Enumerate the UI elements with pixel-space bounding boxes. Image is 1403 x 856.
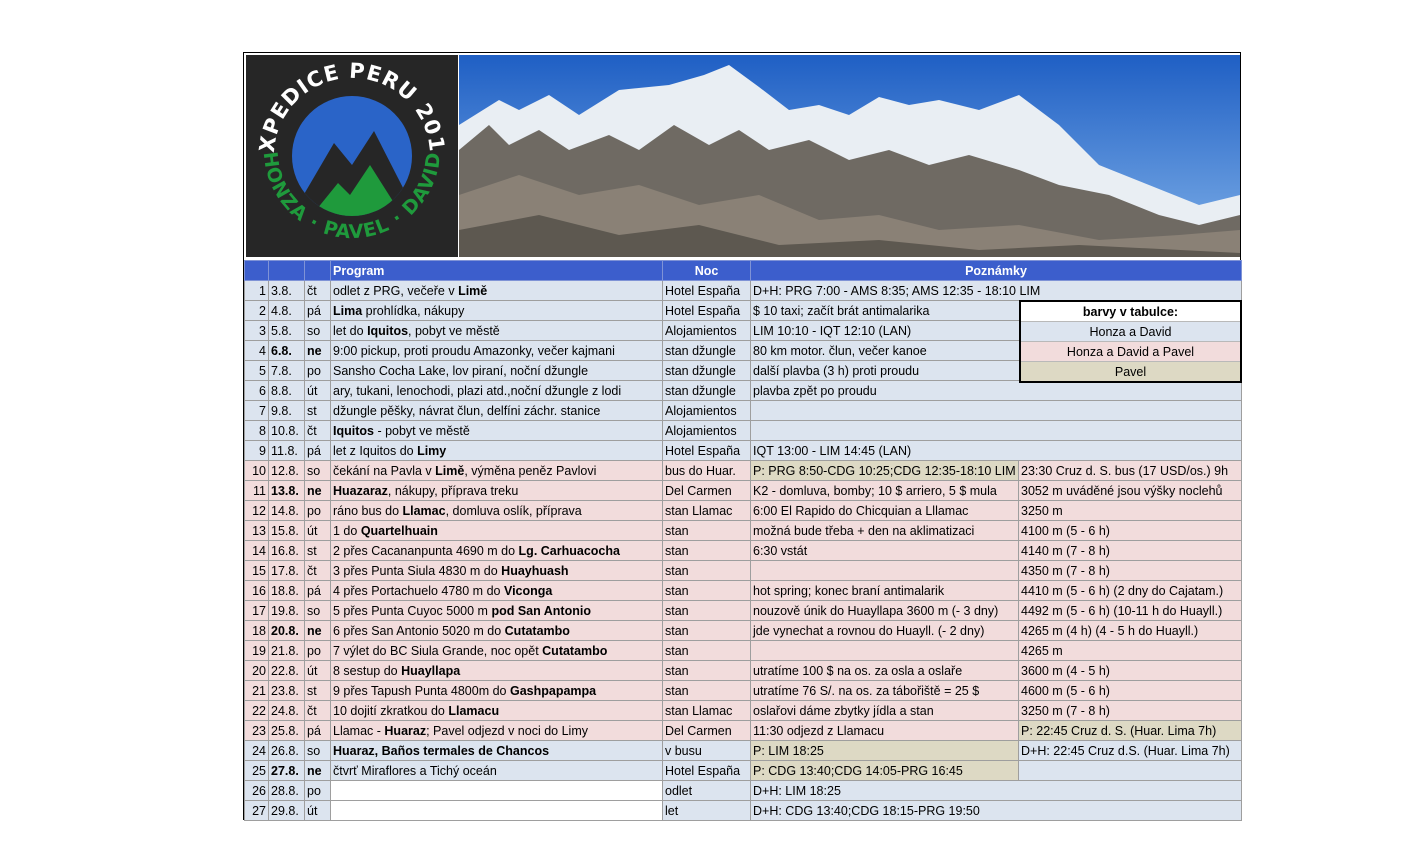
row-program: Lima prohlídka, nákupy: [331, 301, 663, 321]
row-date: 5.8.: [269, 321, 305, 341]
row-date: 13.8.: [269, 481, 305, 501]
row-noc: stan: [663, 581, 751, 601]
row-program: 8 sestup do Huayllapa: [331, 661, 663, 681]
row-noc: Hotel España: [663, 441, 751, 461]
row-number: 14: [245, 541, 269, 561]
row-poznamky-2: 4265 m: [1019, 641, 1242, 661]
row-number: 8: [245, 421, 269, 441]
row-poznamky: IQT 13:00 - LIM 14:45 (LAN): [751, 441, 1242, 461]
table-row: [245, 461, 1242, 481]
row-noc: stan: [663, 561, 751, 581]
row-noc: Del Carmen: [663, 721, 751, 741]
schedule-sheet: [243, 52, 1241, 820]
table-row: [245, 801, 1242, 821]
row-day: út: [305, 521, 331, 541]
row-number: 13: [245, 521, 269, 541]
row-noc: stan: [663, 521, 751, 541]
row-number: 26: [245, 781, 269, 801]
row-day: pá: [305, 581, 331, 601]
row-program: 2 přes Cacananpunta 4690 m do Lg. Carhuacocha: [331, 541, 663, 561]
row-program: Sansho Cocha Lake, lov piraní, noční džungle: [331, 361, 663, 381]
table-row: [245, 641, 1242, 661]
row-program: džungle pěšky, návrat člun, delfíni záchr. stanice: [331, 401, 663, 421]
table-header: [245, 261, 1242, 281]
row-noc: Del Carmen: [663, 481, 751, 501]
row-program: 7 výlet do BC Siula Grande, noc opět Cutatambo: [331, 641, 663, 661]
row-noc: Hotel España: [663, 301, 751, 321]
table-row: [245, 781, 1242, 801]
row-program: 9:00 pickup, proti proudu Amazonky, večer kajmani: [331, 341, 663, 361]
row-poznamky: 80 km motor. člun, večer kanoe: [751, 341, 1242, 361]
row-poznamky-2: 3250 m: [1019, 501, 1242, 521]
row-date: 25.8.: [269, 721, 305, 741]
table-row: [245, 381, 1242, 401]
row-date: 11.8.: [269, 441, 305, 461]
row-day: čt: [305, 421, 331, 441]
row-poznamky: [751, 421, 1242, 441]
row-day: so: [305, 741, 331, 761]
row-poznamky: P: PRG 8:50-CDG 10:25;CDG 12:35-18:10 LIM: [751, 461, 1019, 481]
row-poznamky-2: D+H: 22:45 Cruz d.S. (Huar. Lima 7h): [1019, 741, 1242, 761]
table-row: [245, 281, 1242, 301]
row-noc: Hotel España: [663, 761, 751, 781]
row-date: 22.8.: [269, 661, 305, 681]
row-program: 6 přes San Antonio 5020 m do Cutatambo: [331, 621, 663, 641]
table-row: [245, 721, 1242, 741]
table-row: [245, 581, 1242, 601]
header-num: [245, 261, 269, 281]
row-program: Llamac - Huaraz; Pavel odjezd v noci do Limy: [331, 721, 663, 741]
row-number: 16: [245, 581, 269, 601]
table-row: [245, 681, 1242, 701]
row-poznamky: jde vynechat a rovnou do Huayll. (- 2 dny): [751, 621, 1019, 641]
row-poznamky: oslařovi dáme zbytky jídla a stan: [751, 701, 1019, 721]
row-date: 26.8.: [269, 741, 305, 761]
header-noc: Noc: [663, 261, 751, 281]
row-poznamky: [751, 561, 1019, 581]
row-number: 24: [245, 741, 269, 761]
table-row: [245, 401, 1242, 421]
row-poznamky-2: 4265 m (4 h) (4 - 5 h do Huayll.): [1019, 621, 1242, 641]
row-number: 20: [245, 661, 269, 681]
row-poznamky-2: 3250 m (7 - 8 h): [1019, 701, 1242, 721]
header-poznamky: Poznámky: [751, 261, 1242, 281]
row-date: 14.8.: [269, 501, 305, 521]
table-row: [245, 441, 1242, 461]
row-poznamky: K2 - domluva, bomby; 10 $ arriero, 5 $ mula: [751, 481, 1019, 501]
row-poznamky-2: P: 22:45 Cruz d. S. (Huar. Lima 7h): [1019, 721, 1242, 741]
row-program: odlet z PRG, večeře v Limě: [331, 281, 663, 301]
row-poznamky: 11:30 odjezd z Llamacu: [751, 721, 1019, 741]
row-noc: stan: [663, 641, 751, 661]
row-number: 27: [245, 801, 269, 821]
row-noc: bus do Huar.: [663, 461, 751, 481]
row-noc: stan Llamac: [663, 501, 751, 521]
row-program: čekání na Pavla v Limě, výměna peněz Pavlovi: [331, 461, 663, 481]
row-number: 10: [245, 461, 269, 481]
row-day: čt: [305, 281, 331, 301]
row-date: 21.8.: [269, 641, 305, 661]
row-number: 21: [245, 681, 269, 701]
row-poznamky: D+H: CDG 13:40;CDG 18:15-PRG 19:50: [751, 801, 1242, 821]
legend-title: barvy v tabulce:: [1020, 301, 1241, 322]
row-poznamky: P: CDG 13:40;CDG 14:05-PRG 16:45: [751, 761, 1019, 781]
row-poznamky: hot spring; konec braní antimalarik: [751, 581, 1019, 601]
row-poznamky: 6:00 El Rapido do Chicquian a Lllamac: [751, 501, 1019, 521]
row-day: út: [305, 381, 331, 401]
row-date: 15.8.: [269, 521, 305, 541]
table-row: [245, 481, 1242, 501]
row-day: st: [305, 401, 331, 421]
color-legend: [1019, 300, 1242, 383]
header-program: Program: [331, 261, 663, 281]
row-day: so: [305, 321, 331, 341]
row-date: 4.8.: [269, 301, 305, 321]
row-date: 20.8.: [269, 621, 305, 641]
row-noc: stan džungle: [663, 381, 751, 401]
row-program: 5 přes Punta Cuyoc 5000 m pod San Antonio: [331, 601, 663, 621]
table-row: [245, 761, 1242, 781]
row-number: 19: [245, 641, 269, 661]
row-poznamky: utratíme 76 S/. na os. za tábořiště = 25 $: [751, 681, 1019, 701]
row-number: 17: [245, 601, 269, 621]
row-day: po: [305, 501, 331, 521]
table-row: [245, 601, 1242, 621]
row-day: so: [305, 601, 331, 621]
row-program: [331, 801, 663, 821]
row-date: 7.8.: [269, 361, 305, 381]
row-date: 16.8.: [269, 541, 305, 561]
row-noc: v busu: [663, 741, 751, 761]
row-poznamky: plavba zpět po proudu: [751, 381, 1242, 401]
row-day: ne: [305, 481, 331, 501]
row-poznamky: 6:30 vstát: [751, 541, 1019, 561]
row-date: 10.8.: [269, 421, 305, 441]
row-noc: stan džungle: [663, 361, 751, 381]
table-row: [245, 741, 1242, 761]
row-date: 29.8.: [269, 801, 305, 821]
table-row: [245, 541, 1242, 561]
row-program: 10 dojití zkratkou do Llamacu: [331, 701, 663, 721]
row-poznamky: D+H: PRG 7:00 - AMS 8:35; AMS 12:35 - 18:10 LIM: [751, 281, 1242, 301]
logo-names: HONZA · PAVEL · DAVID: [258, 150, 446, 244]
row-poznamky-2: 4600 m (5 - 6 h): [1019, 681, 1242, 701]
row-number: 4: [245, 341, 269, 361]
row-poznamky: utratíme 100 $ na os. za osla a oslaře: [751, 661, 1019, 681]
row-number: 25: [245, 761, 269, 781]
row-date: 6.8.: [269, 341, 305, 361]
row-day: út: [305, 801, 331, 821]
row-program: let z Iquitos do Limy: [331, 441, 663, 461]
row-number: 5: [245, 361, 269, 381]
row-poznamky-2: 23:30 Cruz d. S. bus (17 USD/os.) 9h: [1019, 461, 1242, 481]
row-poznamky: D+H: LIM 18:25: [751, 781, 1242, 801]
table-row: [245, 701, 1242, 721]
row-poznamky: P: LIM 18:25: [751, 741, 1019, 761]
table-row: [245, 621, 1242, 641]
row-number: 12: [245, 501, 269, 521]
row-day: čt: [305, 701, 331, 721]
row-poznamky: LIM 10:10 - IQT 12:10 (LAN): [751, 321, 1242, 341]
row-poznamky: [751, 641, 1019, 661]
row-poznamky-2: 3600 m (4 - 5 h): [1019, 661, 1242, 681]
row-poznamky-2: [1019, 761, 1242, 781]
row-noc: let: [663, 801, 751, 821]
row-number: 7: [245, 401, 269, 421]
row-day: út: [305, 661, 331, 681]
row-program: ráno bus do Llamac, domluva oslík, příprava: [331, 501, 663, 521]
row-noc: stan: [663, 621, 751, 641]
row-poznamky: [751, 401, 1242, 421]
row-day: pá: [305, 441, 331, 461]
row-day: ne: [305, 761, 331, 781]
row-date: 28.8.: [269, 781, 305, 801]
row-program: 1 do Quartelhuain: [331, 521, 663, 541]
row-program: 9 přes Tapush Punta 4800m do Gashpapampa: [331, 681, 663, 701]
legend-item-honza-david-pavel: Honza a David a Pavel: [1020, 342, 1241, 362]
row-number: 1: [245, 281, 269, 301]
row-number: 18: [245, 621, 269, 641]
row-day: po: [305, 781, 331, 801]
row-day: po: [305, 361, 331, 381]
row-poznamky-2: 4492 m (5 - 6 h) (10-11 h do Huayll.): [1019, 601, 1242, 621]
row-date: 24.8.: [269, 701, 305, 721]
mountain-panorama-image: [459, 55, 1240, 257]
row-date: 3.8.: [269, 281, 305, 301]
row-noc: stan: [663, 661, 751, 681]
row-poznamky-2: 4140 m (7 - 8 h): [1019, 541, 1242, 561]
banner: [244, 53, 1240, 259]
row-poznamky: $ 10 taxi; začít brát antimalarika: [751, 301, 1242, 321]
table-row: [245, 501, 1242, 521]
row-poznamky-2: 4410 m (5 - 6 h) (2 dny do Cajatam.): [1019, 581, 1242, 601]
row-number: 11: [245, 481, 269, 501]
row-program: 3 přes Punta Siula 4830 m do Huayhuash: [331, 561, 663, 581]
row-date: 23.8.: [269, 681, 305, 701]
row-noc: stan: [663, 601, 751, 621]
row-poznamky: další plavba (3 h) proti proudu: [751, 361, 1242, 381]
row-noc: stan Llamac: [663, 701, 751, 721]
row-date: 17.8.: [269, 561, 305, 581]
legend-item-pavel: Pavel: [1020, 362, 1241, 383]
row-program: čtvrť Miraflores a Tichý oceán: [331, 761, 663, 781]
row-day: st: [305, 681, 331, 701]
row-day: so: [305, 461, 331, 481]
row-noc: Alojamientos: [663, 401, 751, 421]
row-day: ne: [305, 621, 331, 641]
row-program: [331, 781, 663, 801]
expedition-logo: [246, 55, 458, 257]
row-program: let do Iquitos, pobyt ve městě: [331, 321, 663, 341]
row-date: 8.8.: [269, 381, 305, 401]
row-noc: Alojamientos: [663, 321, 751, 341]
row-date: 12.8.: [269, 461, 305, 481]
row-poznamky-2: 3052 m uváděné jsou výšky noclehů: [1019, 481, 1242, 501]
table-row: [245, 661, 1242, 681]
row-number: 23: [245, 721, 269, 741]
row-poznamky-2: 4350 m (7 - 8 h): [1019, 561, 1242, 581]
row-date: 27.8.: [269, 761, 305, 781]
row-number: 2: [245, 301, 269, 321]
header-day: [305, 261, 331, 281]
logo-title: XPEDICE PERU 201: [254, 58, 450, 154]
row-number: 3: [245, 321, 269, 341]
row-date: 9.8.: [269, 401, 305, 421]
row-day: pá: [305, 301, 331, 321]
row-program: Iquitos - pobyt ve městě: [331, 421, 663, 441]
row-day: čt: [305, 561, 331, 581]
row-date: 18.8.: [269, 581, 305, 601]
row-number: 15: [245, 561, 269, 581]
row-noc: Alojamientos: [663, 421, 751, 441]
row-poznamky: možná bude třeba + den na aklimatizaci: [751, 521, 1019, 541]
row-noc: stan: [663, 541, 751, 561]
row-poznamky-2: 4100 m (5 - 6 h): [1019, 521, 1242, 541]
row-program: Huazaraz, nákupy, příprava treku: [331, 481, 663, 501]
header-date: [269, 261, 305, 281]
row-number: 6: [245, 381, 269, 401]
row-program: ary, tukani, lenochodi, plazi atd.,noční džungle z lodi: [331, 381, 663, 401]
table-row: [245, 521, 1242, 541]
row-number: 9: [245, 441, 269, 461]
row-noc: odlet: [663, 781, 751, 801]
row-day: po: [305, 641, 331, 661]
row-poznamky: nouzově únik do Huayllapa 3600 m (- 3 dny): [751, 601, 1019, 621]
row-day: ne: [305, 341, 331, 361]
row-noc: stan džungle: [663, 341, 751, 361]
row-program: Huaraz, Baños termales de Chancos: [331, 741, 663, 761]
row-day: st: [305, 541, 331, 561]
legend-item-honza-david: Honza a David: [1020, 322, 1241, 342]
table-row: [245, 561, 1242, 581]
row-noc: Hotel España: [663, 281, 751, 301]
row-number: 22: [245, 701, 269, 721]
row-noc: stan: [663, 681, 751, 701]
row-date: 19.8.: [269, 601, 305, 621]
row-program: 4 přes Portachuelo 4780 m do Viconga: [331, 581, 663, 601]
table-row: [245, 421, 1242, 441]
row-day: pá: [305, 721, 331, 741]
